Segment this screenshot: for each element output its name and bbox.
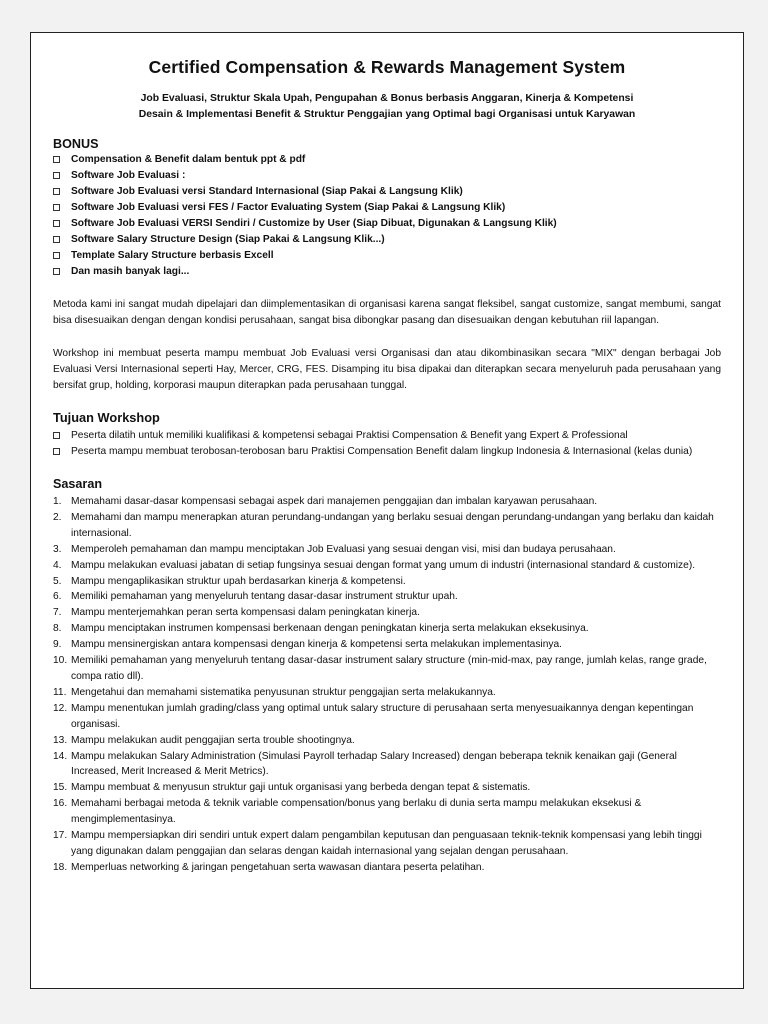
subtitle [53,91,721,123]
item-number: 4. [53,559,62,571]
tujuan-item [53,428,721,444]
sasaran-item-text: Memperluas networking & jaringan pengetahuan serta wawasan diantara peserta pelatihan. [71,861,485,873]
bonus-item-text: Template Salary Structure berbasis Excell [71,250,274,261]
sasaran-item [53,828,721,860]
bonus-item [53,200,721,216]
item-number: 18. [53,861,68,873]
sasaran-item [53,621,721,637]
item-number: 12. [53,702,68,714]
subtitle-line-2: Desain & Implementasi Benefit & Struktur Penggajian yang Optimal bagi Organisasi untuk Karyawan [138,109,636,120]
sasaran-item [53,780,721,796]
bonus-item [53,216,721,232]
item-number: 11. [53,686,67,698]
item-number: 13. [53,734,68,746]
bonus-item-text: Dan masih banyak lagi... [71,266,190,277]
bonus-heading: BONUS [53,137,99,151]
bonus-item-text: Software Job Evaluasi VERSI Sendiri / Customize by User (Siap Dibuat, Digunakan & Langsung Klik) [71,218,557,229]
document-content [53,57,721,876]
tujuan-heading: Tujuan Workshop [53,410,160,425]
item-number: 16. [53,798,68,810]
item-number: 3. [53,543,62,555]
sasaran-item-text: Mampu melakukan audit penggajian serta trouble shootingnya. [71,734,355,746]
sasaran-item [53,510,721,542]
item-number: 6. [53,591,62,603]
item-number: 9. [53,639,62,651]
sasaran-item-text: Mampu mensinergiskan antara kompensasi dengan kinerja & kompetensi serta melakukan implementasinya. [71,639,562,651]
bonus-item-text: Software Job Evaluasi versi Standard Internasional (Siap Pakai & Langsung Klik) [71,186,463,197]
checkbox-icon [53,172,60,179]
item-number: 14. [53,750,68,762]
sasaran-item [53,558,721,574]
sasaran-item-text: Memahami dan mampu menerapkan aturan perundang-undangan yang berlaku sesuai dengan perundang-undangan yang berlaku dan kaidah internasional. [71,511,714,539]
sasaran-item-text: Mengetahui dan memahami sistematika penyusunan struktur penggajian serta melakukannya. [71,686,496,698]
item-number: 10. [53,655,68,667]
sasaran-item-text: Mampu menterjemahkan peran serta kompensasi dalam peningkatan kinerja. [71,607,420,619]
bonus-item [53,184,721,200]
sasaran-item-text: Memiliki pemahaman yang menyeluruh tentang dasar-dasar instrument salary structure (min-mid-max, pay range, jumlah kelas, range grade, compa ratio dll). [71,655,707,682]
sasaran-item [53,653,721,685]
checkbox-icon [53,220,60,227]
sasaran-item [53,733,721,749]
sasaran-item-text: Memiliki pemahaman yang menyeluruh tentang dasar-dasar instrument struktur upah. [71,591,458,603]
sasaran-item [53,542,721,558]
sasaran-item [53,574,721,590]
bonus-item-text: Compensation & Benefit dalam bentuk ppt & pdf [71,154,306,165]
tujuan-item-text: Peserta mampu membuat terobosan-terobosan baru Praktisi Compensation Benefit dalam lingkup Indonesia & Internasional (kelas dunia) [71,446,693,457]
sasaran-item [53,860,721,876]
bonus-item-text: Software Salary Structure Design (Siap Pakai & Langsung Klik...) [71,234,385,245]
paragraph-workshop: Workshop ini membuat peserta mampu membuat Job Evaluasi versi Organisasi dan atau dikombinasikan secara "MIX" dengan berbagai Job Evaluasi Versi Internasional seperti Hay, Mercer, CRG, FES. Disamping itu bisa dipakai dan diterapkan secara menyeluruh pada perusahaan yang bersifat grup, holding, korporasi maupun diterapkan pada perusahaan tunggal. [53,348,721,391]
sasaran-item [53,494,721,510]
bonus-item-text: Software Job Evaluasi versi FES / Factor Evaluating System (Siap Pakai & Langsung Klik) [71,202,506,213]
checkbox-icon [53,252,60,259]
sasaran-heading: Sasaran [53,477,103,491]
sasaran-item [53,605,721,621]
item-number: 2. [53,511,62,523]
sasaran-item-text: Memperoleh pemahaman dan mampu menciptakan Job Evaluasi yang sesuai dengan visi, misi dan budaya perusahaan. [71,543,616,555]
page-title: Certified Compensation & Rewards Management System [148,57,626,77]
sasaran-item [53,685,721,701]
sasaran-item-text: Mampu mempersiapkan diri sendiri untuk expert dalam pengambilan keputusan dan penguasaan teknik-teknik kompensasi yang lebih tinggi yang digunakan dalam penggajian dan selaras dengan kaidah internasional yang sejalan dengan perusahaan. [71,830,702,857]
document-page [30,32,744,989]
tujuan-item-text: Peserta dilatih untuk memiliki kualifikasi & kompetensi sebagai Praktisi Compensation & Benefit yang Expert & Professional [71,430,628,441]
sasaran-item-text: Mampu menentukan jumlah grading/class yang optimal untuk salary structure di perusahaan serta menyesuaikannya dengan kepentingan organisasi. [71,702,694,730]
item-number: 5. [53,575,62,587]
checkbox-icon [53,268,60,275]
tujuan-list [53,428,721,460]
sasaran-list [53,494,721,876]
bonus-item [53,168,721,184]
item-number: 8. [53,623,62,635]
sasaran-item-text: Mampu mengaplikasikan struktur upah berdasarkan kinerja & kompetensi. [71,575,406,587]
bonus-item [53,152,721,168]
sasaran-item-text: Mampu melakukan evaluasi jabatan di setiap fungsinya sesuai dengan format yang umum di industri (internasional standard & customize). [71,559,696,571]
sasaran-item-text: Mampu membuat & menyusun struktur gaji untuk organisasi yang berbeda dengan tepat & sistematis. [71,782,531,794]
checkbox-icon [53,236,60,243]
sasaran-item [53,796,721,828]
sasaran-item [53,749,721,781]
sasaran-item [53,637,721,653]
sasaran-item-text: Mampu menciptakan instrumen kompensasi berkenaan dengan peningkatan kinerja serta melakukan eksekusinya. [71,623,589,635]
checkbox-icon [53,448,60,455]
item-number: 1. [53,496,62,507]
sasaran-item-text: Memahami dasar-dasar kompensasi sebagai aspek dari manajemen penggajian dan imbalan karyawan perusahaan. [71,496,598,507]
sasaran-item-text: Mampu melakukan Salary Administration (Simulasi Payroll terhadap Salary Increased) dengan beberapa teknik kenaikan gaji (General Increased, Merit Increased & Merit Metrics). [71,750,677,778]
checkbox-icon [53,156,60,163]
paragraph-metoda: Metoda kami ini sangat mudah dipelajari dan diimplementasikan di organisasi karena sangat fleksibel, sangat customize, sangat membumi, sangat bisa disesuaikan dengan dengan kondisi perusahaan, sangat bisa dibongkar pasang dan disesuaikan dengan kebutuhan riil lapangan. [53,299,721,326]
checkbox-icon [53,432,60,439]
bonus-item-text: Software Job Evaluasi : [71,170,186,181]
subtitle-line-1: Job Evaluasi, Struktur Skala Upah, Pengupahan & Bonus berbasis Anggaran, Kinerja & Kompetensi [140,93,634,104]
item-number: 17. [53,830,68,842]
sasaran-item-text: Memahami berbagai metoda & teknik variable compensation/bonus yang berlaku di dunia serta mampu melakukan eksekusi & mengimplementasinya. [71,798,642,826]
bonus-item [53,232,721,248]
bonus-item [53,248,721,264]
sasaran-item [53,701,721,733]
checkbox-icon [53,204,60,211]
sasaran-item [53,589,721,605]
item-number: 15. [53,782,68,794]
item-number: 7. [53,607,62,619]
checkbox-icon [53,188,60,195]
tujuan-item [53,444,721,460]
bonus-list [53,152,721,280]
bonus-item [53,264,721,280]
